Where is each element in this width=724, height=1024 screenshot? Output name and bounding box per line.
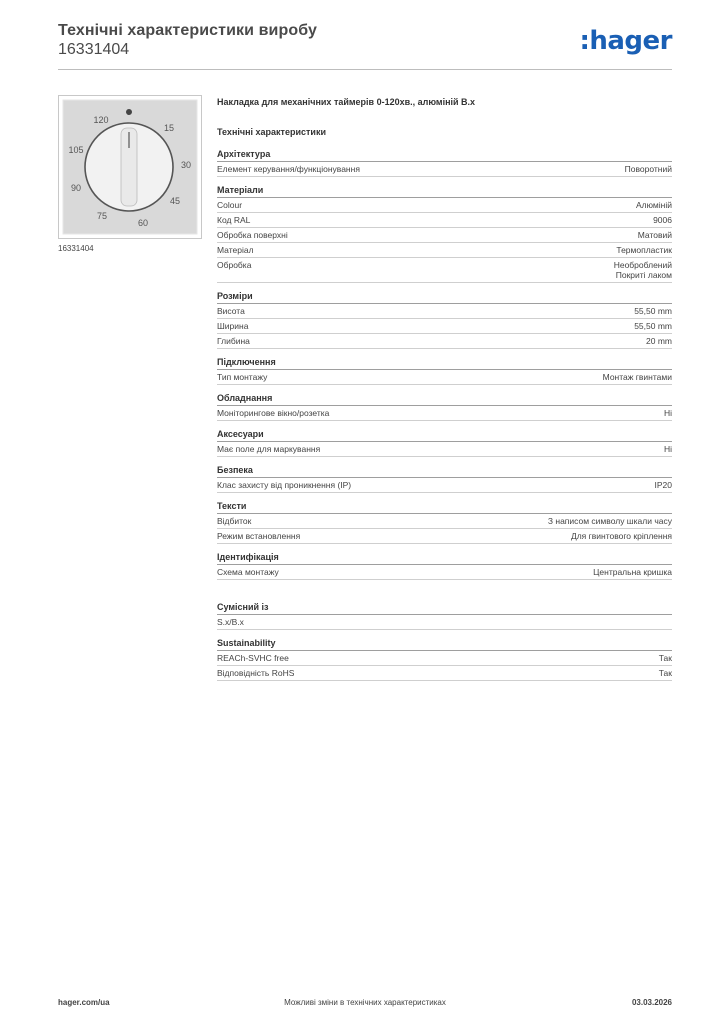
- spec-group-title: Сумісний із: [217, 602, 672, 615]
- spec-group: [217, 429, 672, 457]
- spec-group-title: Підключення: [217, 357, 672, 370]
- spec-key: Тип монтажу: [217, 372, 268, 382]
- spec-row: [217, 370, 672, 385]
- spec-value: [614, 260, 672, 280]
- spec-group: [217, 465, 672, 493]
- spec-value-line: Алюміній: [636, 200, 672, 210]
- spec-value-line: Центральна кришка: [593, 567, 672, 577]
- spec-key: Код RAL: [217, 215, 251, 225]
- spec-group: [217, 638, 672, 681]
- spec-value: [646, 336, 672, 346]
- spec-key: Матеріал: [217, 245, 254, 255]
- spec-value-line: Термопластик: [616, 245, 672, 255]
- spec-key: Моніторингове вікно/розетка: [217, 408, 330, 418]
- spec-row: [217, 334, 672, 349]
- spec-key: Має поле для маркування: [217, 444, 321, 454]
- spec-value: [664, 408, 672, 418]
- spec-value-line: Ні: [663, 444, 672, 454]
- spec-row: [217, 243, 672, 258]
- spec-value: [638, 230, 672, 240]
- spec-value: [659, 653, 672, 663]
- spec-group: [217, 602, 672, 630]
- spec-row: [217, 615, 672, 630]
- spec-group: [217, 291, 672, 349]
- spec-key: Обробка поверхні: [217, 230, 288, 240]
- spec-value-line: Ні: [663, 408, 672, 418]
- spec-group-title: Обладнання: [217, 393, 672, 406]
- spec-row: [217, 666, 672, 681]
- spec-value: [655, 480, 673, 490]
- spec-group: [217, 185, 672, 283]
- product-name: Накладка для механічних таймерів 0-120хв., алюміній В.х: [217, 97, 476, 107]
- timer-dial-graphic: [59, 96, 201, 238]
- spec-group-title: Розміри: [217, 291, 672, 304]
- spec-value-line: 55,50 mm: [634, 306, 672, 316]
- footer-date: 03.03.2026: [631, 998, 672, 1007]
- spec-value-line: 55,50 mm: [634, 321, 672, 331]
- spec-group: [217, 149, 672, 177]
- spec-value: [659, 668, 672, 678]
- spec-key: Режим встановлення: [217, 531, 301, 541]
- spec-value-line: З написом символу шкали часу: [547, 516, 672, 526]
- spec-row: [217, 319, 672, 334]
- spec-value: [548, 516, 672, 526]
- spec-key: Висота: [217, 306, 245, 316]
- spec-row: [217, 442, 672, 457]
- hager-logo[interactable]: :hager: [579, 26, 672, 56]
- dial-label: 30: [180, 160, 192, 170]
- spec-key: Відбиток: [217, 516, 252, 526]
- spec-row: [217, 213, 672, 228]
- spec-group: [217, 552, 672, 580]
- footer-note: Можливі зміни в технічних характеристиках: [284, 998, 446, 1007]
- spec-key: REACh-SVHC free: [217, 653, 289, 663]
- spec-value: [593, 567, 672, 577]
- spec-value-line: IP20: [654, 480, 672, 490]
- spec-group-title: Sustainability: [217, 638, 672, 651]
- spec-group-title: Аксесуари: [217, 429, 672, 442]
- spec-row: [217, 529, 672, 544]
- spec-value: [625, 164, 672, 174]
- spec-row: [217, 406, 672, 421]
- spec-key: S.x/B.x: [217, 617, 244, 627]
- spec-value: [636, 200, 672, 210]
- spec-value-line: Необроблений: [613, 260, 672, 270]
- spec-value-line: 9006: [653, 215, 672, 225]
- spec-key: Схема монтажу: [217, 567, 279, 577]
- dial-label: 120: [93, 115, 109, 125]
- spec-value: [603, 372, 672, 382]
- spec-content: [217, 97, 672, 689]
- spec-row: [217, 304, 672, 319]
- spec-key: Елемент керування/функціонування: [217, 164, 360, 174]
- product-image: [58, 95, 202, 239]
- spec-group-title: Матеріали: [217, 185, 672, 198]
- spec-value-line: Матовий: [637, 230, 672, 240]
- spec-key: Обробка: [217, 260, 252, 270]
- spec-value-line: Монтаж гвинтами: [602, 372, 672, 382]
- spec-value: [634, 306, 672, 316]
- spec-value: [634, 321, 672, 331]
- spec-group-title: Тексти: [217, 501, 672, 514]
- spec-value: [571, 531, 672, 541]
- logo-text: hager: [589, 26, 672, 56]
- spec-row: [217, 514, 672, 529]
- page-header: [58, 22, 672, 70]
- spec-group: [217, 357, 672, 385]
- section-title: Технічні характеристики: [217, 127, 326, 137]
- spec-row: [217, 258, 672, 283]
- dial-label: 90: [70, 183, 82, 193]
- spec-value-line: Поворотний: [624, 164, 672, 174]
- spec-group-title: Ідентифікація: [217, 552, 672, 565]
- spec-value: [653, 215, 672, 225]
- spec-group-title: Архітектура: [217, 149, 672, 162]
- spec-group: [217, 393, 672, 421]
- dial-label: 105: [68, 145, 84, 155]
- product-code: 16331404: [58, 41, 130, 58]
- spec-row: [217, 565, 672, 580]
- footer-link[interactable]: hager.com/ua: [58, 998, 110, 1007]
- spec-row: [217, 228, 672, 243]
- spec-value: [616, 245, 672, 255]
- spec-value: [664, 444, 672, 454]
- spec-value-line: 20 mm: [646, 336, 672, 346]
- image-caption: 16331404: [58, 244, 94, 253]
- spec-key: Ширина: [217, 321, 249, 331]
- spec-group-title: Безпека: [217, 465, 672, 478]
- spec-value-line: Для гвинтового кріплення: [570, 531, 672, 541]
- spec-key: Colour: [217, 200, 243, 210]
- spec-value-line: Покриті лаком: [615, 270, 672, 280]
- dial-label: 75: [96, 211, 108, 221]
- dial-label: 60: [137, 218, 149, 228]
- group-spacer: [217, 588, 672, 602]
- spec-value-line: Так: [658, 668, 672, 678]
- dial-label: 45: [169, 196, 181, 206]
- spec-value-line: Так: [658, 653, 672, 663]
- spec-key: Клас захисту від проникнення (IP): [217, 480, 352, 490]
- spec-row: [217, 478, 672, 493]
- spec-key: Відповідність RoHS: [217, 668, 295, 678]
- spec-key: Глибина: [217, 336, 250, 346]
- spec-row: [217, 162, 672, 177]
- spec-groups: [217, 149, 672, 681]
- spec-row: [217, 651, 672, 666]
- spec-row: [217, 198, 672, 213]
- spec-group: [217, 501, 672, 544]
- dial-label: 15: [163, 123, 175, 133]
- page-title: Технічні характеристики виробу: [58, 22, 317, 39]
